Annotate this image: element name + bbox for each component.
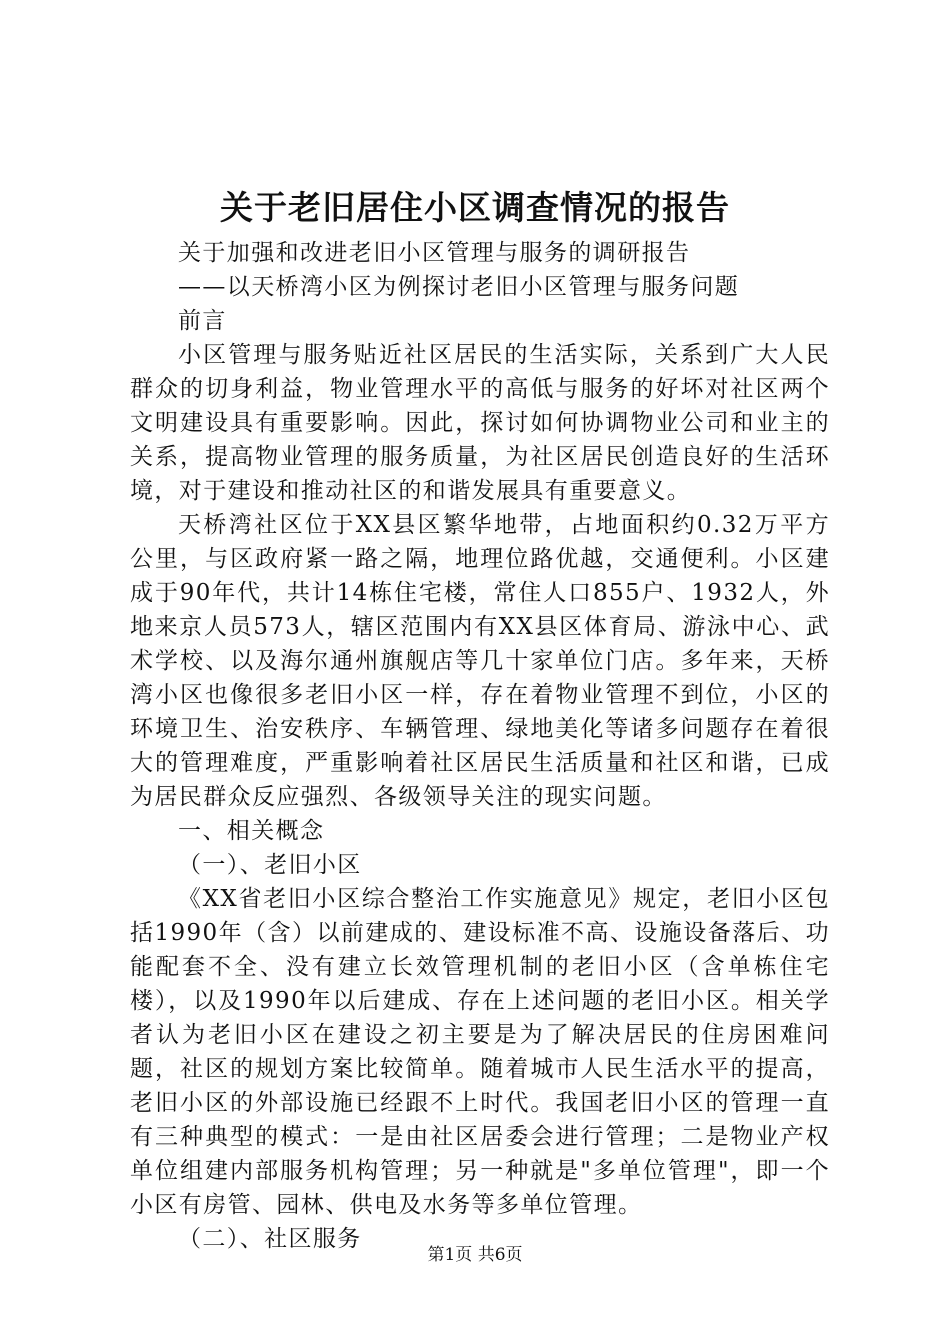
subsection-heading: （一）、老旧小区 [178,852,362,878]
subtitle: 关于加强和改进老旧小区管理与服务的调研报告 [178,240,691,266]
subtitle-secondary: ——以天桥湾小区为例探讨老旧小区管理与服务问题 [178,274,740,300]
document-title: 关于老旧居住小区调查情况的报告 [220,188,730,227]
paragraph: 天桥湾社区位于XX县区繁华地带，占地面积约0.32万平方公里，与区政府紧一路之隔，地理位路优越，交通便利。小区建成于90年代，共计14栋住宅楼，常住人口855户、1932人，外地来京人员573人，辖区范围内有XX县区体育局、游泳中心、武术学校、以及海尔通州旗舰店等几十家单位门店。多年来，天桥湾小区也像很多老旧小区一样，存在着物业管理不到位，小区的环境卫生、治安秩序、车辆管理、绿地美化等诸多问题存在着很大的管理难度，严重影响着社区居民生活质量和社区和谐，已成为居民群众反应强烈、各级领导关注的现实问题。 [130,512,830,810]
page-footer: 第1页 共6页 [427,1245,523,1265]
paragraph: 《XX省老旧小区综合整治工作实施意见》规定，老旧小区包括1990年（含）以前建成的、建设标准不高、设施设备落后、功能配套不全、没有建立长效管理机制的老旧小区（含单栋住宅楼），以及1990年以后建成、存在上述问题的老旧小区。相关学者认为老旧小区在建设之初主要是为了解决居民的住房困难问题，社区的规划方案比较简单。随着城市人民生活水平的提高，老旧小区的外部设施已经跟不上时代。我国老旧小区的管理一直有三种典型的模式：一是由社区居委会进行管理；二是物业产权单位组建内部服务机构管理；另一种就是"多单位管理"，即一个小区有房管、园林、供电及水务等多单位管理。 [130,886,830,1218]
section-heading: 一、相关概念 [178,818,325,844]
preface-heading: 前言 [178,308,227,334]
document-body [130,236,830,1256]
subsection-heading: （二）、社区服务 [178,1226,362,1252]
paragraph: 小区管理与服务贴近社区居民的生活实际，关系到广大人民群众的切身利益，物业管理水平的高低与服务的好坏对社区两个文明建设具有重要影响。因此，探讨如何协调物业公司和业主的关系，提高物业管理的服务质量，为社区居民创造良好的生活环境，对于建设和推动社区的和谐发展具有重要意义。 [130,342,830,504]
